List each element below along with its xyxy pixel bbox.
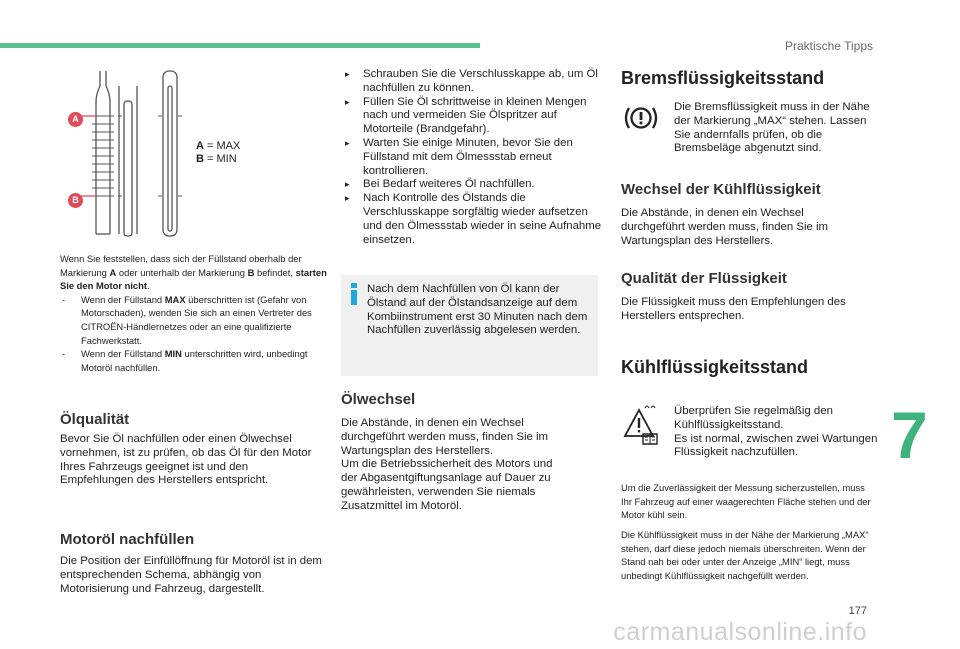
page-number: 177 bbox=[848, 605, 867, 617]
header-accent-bar bbox=[0, 43, 480, 48]
oil-change-text: Die Abstände, in denen ein Wechsel durchgeführt werden muss, finden Sie im Wartungsplan des Herstellers. Um die Betriebssicherheit des Motors und der Abgasentgiftungsanlage auf Dauer zu gewährleisten, verwenden Sie niemals Zusatzmittel im Motoröl. bbox=[341, 417, 553, 512]
brake-fluid-heading: Bremsflüssigkeitsstand bbox=[621, 68, 825, 88]
chapter-number: 7 bbox=[891, 398, 928, 472]
level-warning-text: Wenn Sie feststellen, dass sich der Füllstand oberhalb der Markierung A oder unterhalb der Markierung B befindet, starten Sie den Motor nicht. - Wenn der Füllstand MAX überschritten ist (Gefahr von Motorschaden), wenden Sie sich an einen Vertreter des CITROËN-Händlernetzes oder an eine qualifizierte Fachwerkstatt. - Wenn der Füllstand MIN unterschritten wird, unbedingt Motoröl nachfüllen. bbox=[60, 252, 327, 374]
refill-steps-list bbox=[341, 68, 603, 247]
marker-a: A bbox=[68, 112, 83, 127]
section-header: Praktische Tipps bbox=[784, 39, 873, 53]
info-box bbox=[341, 275, 598, 376]
legend-a-text: = MAX bbox=[203, 140, 241, 152]
list-item: ▸ Nach Kontrolle des Ölstands die Verschlusskappe sorgfältig wieder aufsetzen und den Ölmessstab wieder in seine Aufnahme einsetzen. bbox=[341, 192, 603, 247]
fluid-quality-heading: Qualität der Flüssigkeit bbox=[621, 270, 787, 287]
coolant-level-text: Überprüfen Sie regelmäßig den Kühlflüssigkeitsstand. Es ist normal, zwischen zwei Wartungen Flüssigkeit nachzufüllen. bbox=[674, 405, 878, 459]
legend-a-letter: A bbox=[196, 140, 204, 152]
coolant-note-1: Um die Zuverlässigkeit der Messung sicherzustellen, muss Ihr Fahrzeug auf einer waagerechten Fläche stehen und der Motor kühl sein. bbox=[621, 482, 871, 521]
legend-b-letter: B bbox=[196, 153, 204, 165]
info-text: Nach dem Nachfüllen von Öl kann der Ölstand auf der Ölstandsanzeige auf dem Kombiinstrument erst 30 Minuten nach dem Nachfüllen zuverlässig abgelesen werden. bbox=[367, 283, 588, 337]
marker-b: B bbox=[68, 193, 83, 208]
list-item: ▸ Warten Sie einige Minuten, bevor Sie den Füllstand mit dem Ölmessstab erneut kontrollieren. bbox=[341, 137, 603, 178]
watermark: carmanualsonline.info bbox=[613, 618, 867, 646]
coolant-level-heading: Kühlflüssigkeitsstand bbox=[621, 357, 809, 377]
coolant-change-heading: Wechsel der Kühlflüssigkeit bbox=[621, 181, 821, 198]
fluid-quality-text: Die Flüssigkeit muss den Empfehlungen des Herstellers entsprechen. bbox=[621, 296, 846, 322]
list-item: - Wenn der Füllstand MIN unterschritten wird, unbedingt Motoröl nachfüllen. bbox=[60, 347, 327, 374]
list-item: ▸ Füllen Sie Öl schrittweise in kleinen Mengen nach und vermeiden Sie Ölspritzer auf Motorteile (Brandgefahr). bbox=[341, 96, 603, 137]
oil-quality-text: Bevor Sie Öl nachfüllen oder einen Ölwechsel vornehmen, ist zu prüfen, ob das Öl für den Motor Ihres Fahrzeugs geeignet ist und den Empfehlungen des Herstellers entspricht. bbox=[60, 433, 312, 487]
coolant-warning-icon bbox=[621, 404, 661, 446]
diagram-legend bbox=[196, 140, 240, 166]
brake-warning-icon bbox=[622, 103, 660, 133]
legend-b-text: = MIN bbox=[203, 153, 237, 165]
oil-refill-heading: Motoröl nachfüllen bbox=[60, 531, 195, 548]
oil-quality-heading: Ölqualität bbox=[60, 411, 130, 428]
list-item: ▸ Schrauben Sie die Verschlusskappe ab, um Öl nachfüllen zu können. bbox=[341, 68, 603, 96]
list-item: - Wenn der Füllstand MAX überschritten ist (Gefahr von Motorschaden), wenden Sie sich an einen Vertreter des CITROËN-Händlernetzes oder an eine qualifizierte Fachwerkstatt. bbox=[60, 293, 327, 347]
coolant-note-2: Die Kühlflüssigkeit muss in der Nähe der Markierung „MAX“ stehen, darf diese jedoch niemals überschreiten. Wenn der Stand nah bei oder unter der Anzeige „MIN“ liegt, muss unbedingt Kühlflüssigkeit nachgefüllt werden. bbox=[621, 529, 869, 581]
brake-fluid-text: Die Bremsflüssigkeit muss in der Nähe der Markierung „MAX“ stehen. Lassen Sie andernfalls prüfen, ob die Bremsbeläge abgenutzt sind. bbox=[674, 101, 870, 155]
info-icon bbox=[351, 283, 357, 305]
oil-change-heading: Ölwechsel bbox=[341, 391, 416, 408]
coolant-change-text: Die Abstände, in denen ein Wechsel durchgeführt werden muss, finden Sie im Wartungsplan des Herstellers. bbox=[621, 207, 829, 247]
list-item: ▸ Bei Bedarf weiteres Öl nachfüllen. bbox=[341, 178, 603, 192]
oil-refill-text: Die Position der Einfüllöffnung für Motoröl ist in dem entsprechenden Schema, abhängig von Motorisierung und Fahrzeug, dargestellt. bbox=[60, 555, 322, 595]
